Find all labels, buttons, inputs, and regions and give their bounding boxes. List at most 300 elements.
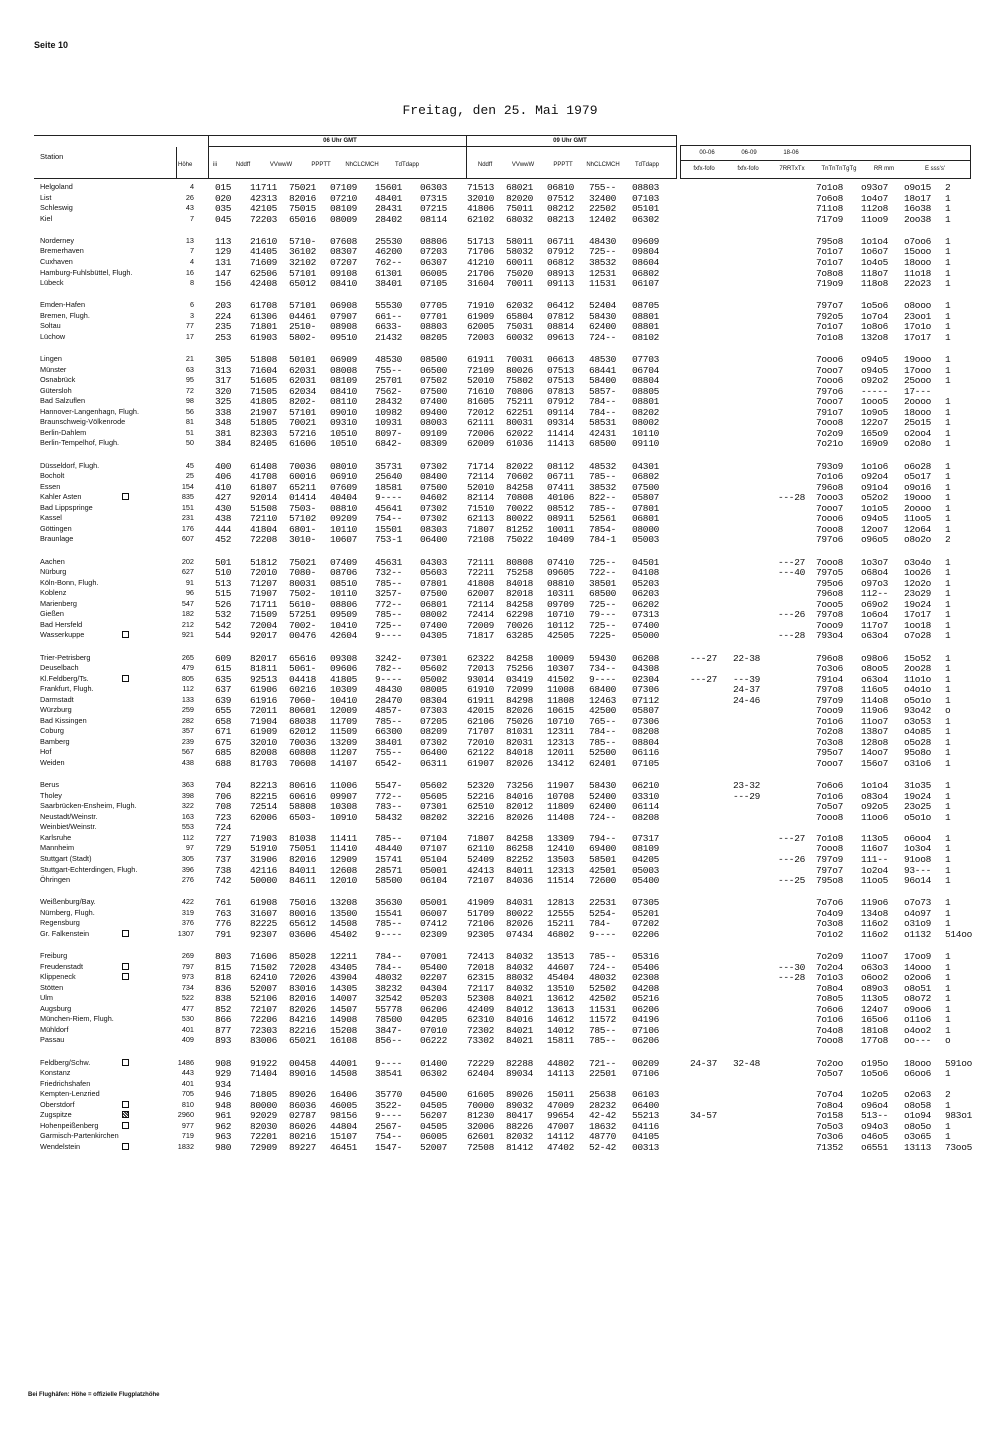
extra-value-h: 797o7: [816, 864, 844, 876]
extra-value-h: 7ooo8: [816, 1035, 844, 1047]
extra-value-k: 1: [945, 790, 951, 802]
extra-value-j: o6oo4: [904, 832, 932, 844]
obs-06-value: 92017: [250, 630, 278, 642]
obs-09-value: 06103: [632, 1089, 660, 1101]
obs-09-value: 84021: [506, 1024, 534, 1036]
extra-value-h: 792o5: [816, 310, 844, 322]
station-height: 3: [189, 310, 194, 320]
obs-09-value: 07703: [632, 354, 660, 365]
extra-value-g: ---27: [778, 556, 806, 568]
obs-09-value: 42502: [589, 993, 617, 1005]
extra-value-k: 1: [945, 598, 951, 610]
obs-09-value: 84036: [506, 875, 534, 887]
obs-09-value: 62601: [467, 1131, 495, 1143]
station-id: 501: [215, 556, 232, 568]
obs-06-value: 48530: [375, 354, 403, 365]
obs-06-value: 06222: [420, 1035, 448, 1047]
extra-value-i: 132o8: [861, 331, 889, 343]
extra-value-h: 7o2oo: [816, 1057, 844, 1069]
obs-06-value: 08908: [330, 321, 358, 333]
obs-09-value: 84021: [506, 1035, 534, 1047]
obs-09-value: 22531: [589, 897, 617, 909]
obs-09-value: 81230: [467, 1110, 495, 1122]
extra-value-i: 11oo6: [861, 811, 889, 823]
obs-06-value: 81703: [250, 758, 278, 769]
station-height: 17: [185, 331, 194, 341]
obs-06-value: 61906: [250, 684, 278, 696]
obs-09-value: 822--: [589, 492, 617, 504]
obs-06-value: 51605: [250, 375, 278, 387]
obs-06-value: 7502-: [289, 588, 317, 600]
obs-09-value: 07105: [632, 758, 660, 769]
obs-09-value: 10710: [547, 715, 575, 727]
obs-06-value: 38232: [375, 982, 403, 994]
station-height: 477: [181, 1003, 194, 1013]
station-name: Freudenstadt: [40, 961, 83, 971]
extra-value-k: 1: [945, 406, 951, 418]
obs-06-value: 9----: [375, 1057, 403, 1069]
station-marker-box: [122, 675, 129, 682]
station-name: Weinbiet/Weinstr.: [40, 822, 97, 832]
extra-value-k: 1: [945, 375, 951, 387]
header-right-sub: 7RRTxTx: [779, 166, 805, 172]
extra-value-h: 7o2o9: [816, 951, 844, 962]
obs-06-value: 07301: [420, 652, 448, 664]
obs-06-value: 50000: [250, 875, 278, 887]
obs-09-value: 06711: [547, 471, 575, 483]
obs-09-value: 06802: [632, 267, 660, 279]
obs-06-value: 35630: [375, 897, 403, 909]
extra-value-k: 1: [945, 203, 951, 215]
obs-09-value: 785--: [589, 1035, 617, 1047]
extra-value-j: 17o17: [904, 331, 932, 343]
extra-value-k: 1: [945, 502, 951, 514]
station-name: Saarbrücken-Ensheim, Flugh.: [40, 801, 137, 811]
obs-09-value: 52409: [467, 854, 495, 865]
obs-06-value: 70021: [289, 417, 317, 429]
obs-09-value: 52216: [467, 790, 495, 802]
extra-value-h: 7ooo7: [816, 502, 844, 514]
extra-value-k: 1: [945, 907, 951, 919]
obs-09-value: 12555: [547, 907, 575, 919]
extra-value-h: 797o9: [816, 694, 844, 706]
obs-09-value: 05807: [632, 705, 660, 717]
extra-value-h: 791o4: [816, 673, 844, 685]
obs-06-value: 9----: [375, 630, 403, 642]
extra-value-k: 1: [945, 758, 951, 769]
station-height: 51: [185, 427, 194, 437]
extra-value-h: 7o8o4: [816, 982, 844, 994]
station-id: 542: [215, 619, 232, 631]
header-right-sub: fxfx-fofo: [693, 166, 715, 172]
extra-value-j: 16o38: [904, 203, 932, 215]
station-name: Zugspitze: [40, 1110, 72, 1120]
obs-09-value: 08705: [632, 300, 660, 312]
obs-09-value: 84258: [506, 652, 534, 664]
station-height: 977: [181, 1120, 194, 1130]
obs-06-value: 3847-: [375, 1024, 403, 1036]
obs-06-value: 28402: [375, 213, 403, 225]
extra-value-k: 1: [945, 726, 951, 738]
obs-06-value: 05001: [420, 864, 448, 876]
obs-09-value: 41502: [547, 673, 575, 685]
obs-06-value: 02309: [420, 928, 448, 940]
obs-06-value: 5710-: [289, 235, 317, 247]
extra-value-h: 795o8: [816, 235, 844, 247]
obs-09-value: 62298: [506, 609, 534, 621]
obs-09-value: 75011: [506, 203, 534, 215]
station-id: 893: [215, 1035, 232, 1047]
obs-06-value: 07203: [420, 246, 448, 258]
obs-09-value: 72010: [467, 736, 495, 748]
obs-06-value: 65612: [289, 918, 317, 930]
footnote: Bei Flughäfen: Höhe = offizielle Flugplatzhöhe: [28, 1392, 160, 1398]
obs-09-value: 22502: [589, 203, 617, 215]
obs-06-value: 06311: [420, 758, 448, 769]
obs-06-value: 09308: [330, 652, 358, 664]
obs-09-value: 58032: [506, 246, 534, 258]
obs-06-value: 02787: [289, 1110, 317, 1122]
obs-09-value: 48532: [589, 460, 617, 472]
extra-value-h: 7o5o7: [816, 1068, 844, 1080]
obs-06-value: 10308: [330, 801, 358, 813]
obs-09-value: 89026: [506, 1089, 534, 1101]
obs-09-value: 13503: [547, 854, 575, 865]
extra-value-j: o5o17: [904, 471, 932, 483]
obs-09-value: 84018: [506, 577, 534, 589]
obs-09-value: 02206: [632, 928, 660, 940]
station-name: Lingen: [40, 354, 62, 363]
extra-value-j: 19o24: [904, 598, 932, 610]
station-height: 16: [185, 267, 194, 277]
obs-09-value: 05400: [632, 875, 660, 887]
obs-09-value: 08512: [547, 502, 575, 514]
extra-value-k: 1: [945, 982, 951, 994]
station-name: Hamburg-Fuhlsbüttel, Flugh.: [40, 267, 133, 277]
obs-09-value: 785--: [589, 1024, 617, 1036]
station-name: Norderney: [40, 235, 75, 245]
station-id: 852: [215, 1003, 232, 1015]
extra-value-i: o8oo5: [861, 663, 889, 674]
obs-09-value: 82288: [506, 1057, 534, 1069]
station-id: 685: [215, 747, 232, 759]
obs-09-value: 08801: [632, 396, 660, 408]
extra-value-h: 7o1o8: [816, 182, 844, 193]
station-height: 43: [185, 203, 194, 213]
obs-06-value: 25701: [375, 375, 403, 387]
obs-09-value: 42413: [467, 864, 495, 876]
obs-06-value: 72909: [250, 1142, 278, 1153]
extra-value-g: ---27: [778, 832, 806, 844]
extra-value-i: 1o2o4: [861, 864, 889, 876]
obs-09-value: 08202: [632, 406, 660, 418]
obs-06-value: 6542-: [375, 758, 403, 769]
obs-09-value: 725--: [589, 556, 617, 568]
station-name: Trier-Petrisberg: [40, 652, 91, 662]
obs-06-value: 00458: [289, 1057, 317, 1069]
obs-06-value: 68038: [289, 715, 317, 727]
extra-value-h: 7o3o8: [816, 736, 844, 748]
extra-value-k: 1: [945, 864, 951, 876]
obs-09-value: 09314: [547, 417, 575, 429]
obs-09-value: 81412: [506, 1142, 534, 1153]
extra-value-i: 114o8: [861, 694, 889, 706]
extra-value-j: o4o1o: [904, 684, 932, 696]
extra-value-j: o4oo2: [904, 1024, 932, 1036]
obs-09-value: 05201: [632, 907, 660, 919]
obs-09-value: 10307: [547, 663, 575, 674]
station-height: 322: [181, 801, 194, 811]
extra-value-h: 7ooo8: [816, 843, 844, 855]
extra-value-k: 1: [945, 267, 951, 279]
extra-value-h: 711o8: [816, 203, 844, 215]
obs-09-value: 11531: [589, 1003, 617, 1015]
extra-value-i: 156o7: [861, 758, 889, 769]
station-name: Frankfurt, Flugh.: [40, 684, 94, 694]
extra-value-k: 1: [945, 460, 951, 472]
extra-value-j: o6o28: [904, 460, 932, 472]
obs-09-value: 72117: [467, 982, 495, 994]
header-group-line: [208, 146, 676, 147]
obs-06-value: 86036: [289, 1099, 317, 1111]
obs-06-value: 785--: [375, 609, 403, 621]
obs-09-value: 52-42: [589, 1142, 617, 1153]
extra-value-j: 2oooo: [904, 502, 932, 514]
obs-06-value: 44804: [330, 1120, 358, 1132]
obs-06-value: 50101: [289, 354, 317, 365]
obs-09-value: 04116: [632, 1120, 660, 1132]
obs-06-value: 07215: [420, 203, 448, 215]
extra-value-i: o92o2: [861, 375, 889, 387]
station-name: Weiden: [40, 758, 65, 767]
obs-06-value: 55778: [375, 1003, 403, 1015]
station-id: 313: [215, 364, 232, 376]
obs-09-value: 755--: [589, 182, 617, 193]
obs-06-value: 62012: [289, 726, 317, 738]
obs-06-value: 82213: [250, 780, 278, 792]
station-name: Helgoland: [40, 182, 73, 191]
obs-09-value: 82022: [506, 460, 534, 472]
obs-09-value: 71817: [467, 630, 495, 642]
extra-value-j: o9oo6: [904, 1003, 932, 1015]
obs-06-value: 61306: [250, 310, 278, 322]
station-name: Gr. Falkenstein: [40, 928, 90, 938]
obs-09-value: 725--: [589, 598, 617, 610]
obs-09-value: 52010: [467, 375, 495, 387]
obs-09-value: 09613: [547, 331, 575, 343]
station-height: 6: [189, 300, 194, 310]
obs-09-value: 72508: [467, 1142, 495, 1153]
extra-value-j: o1o94: [904, 1110, 932, 1122]
extra-value-g: ---25: [778, 875, 806, 887]
obs-09-value: 62007: [467, 588, 495, 600]
obs-06-value: 03606: [289, 928, 317, 940]
obs-06-value: 80616: [289, 780, 317, 792]
obs-06-value: 07801: [420, 577, 448, 589]
extra-value-k: 1: [945, 192, 951, 204]
station-id: 325: [215, 396, 232, 408]
obs-09-value: 04501: [632, 556, 660, 568]
obs-09-value: 84032: [506, 951, 534, 962]
obs-06-value: 82405: [250, 438, 278, 450]
obs-09-value: 07912: [547, 246, 575, 258]
obs-06-value: 41804: [250, 523, 278, 535]
extra-value-h: 793o9: [816, 460, 844, 472]
obs-06-value: 72107: [250, 1003, 278, 1015]
obs-09-value: 06203: [632, 588, 660, 600]
obs-06-value: 57101: [289, 406, 317, 418]
obs-06-value: 7060-: [289, 694, 317, 706]
obs-09-value: 04105: [632, 1131, 660, 1143]
station-id: 015: [215, 182, 232, 193]
obs-09-value: 72106: [467, 918, 495, 930]
station-name: Bad Lippspringe: [40, 502, 93, 512]
station-id: 658: [215, 715, 232, 727]
obs-09-value: 68500: [589, 588, 617, 600]
station-name: Mannheim: [40, 843, 75, 853]
station-id: 113: [215, 235, 232, 247]
obs-06-value: 08005: [420, 684, 448, 696]
header-hoehe: Höhe: [178, 162, 193, 168]
obs-09-value: 21706: [467, 267, 495, 279]
station-height: 95: [185, 375, 194, 385]
extra-value-k: 1: [945, 321, 951, 333]
obs-09-value: 734--: [589, 663, 617, 674]
station-marker-box: [122, 963, 129, 970]
obs-09-value: 06711: [547, 235, 575, 247]
station-name: Kempten-Lenzried: [40, 1089, 100, 1099]
obs-06-value: 785--: [375, 715, 403, 727]
extra-value-k: 1: [945, 673, 951, 685]
extra-value-i: 119o6: [861, 897, 889, 909]
station-marker-box: [122, 631, 129, 638]
obs-09-value: 71510: [467, 502, 495, 514]
station-height: 401: [181, 1024, 194, 1034]
extra-value-j: o31o6: [904, 758, 932, 769]
station-name: Marienberg: [40, 598, 77, 608]
header-col: Nddff: [235, 162, 251, 168]
obs-09-value: 06208: [632, 652, 660, 664]
station-height: 1307: [177, 928, 194, 938]
obs-09-value: 70808: [506, 492, 534, 504]
obs-09-value: 62251: [506, 406, 534, 418]
extra-value-j: o7o28: [904, 630, 932, 642]
obs-09-value: 00209: [632, 1057, 660, 1069]
obs-09-value: 11514: [547, 875, 575, 887]
extra-value-j: 2oo38: [904, 213, 932, 225]
station-id: 430: [215, 502, 232, 514]
extra-value-i: 112--: [861, 588, 889, 600]
station-name: Bad Kissingen: [40, 715, 87, 725]
obs-06-value: 05001: [420, 897, 448, 909]
extra-value-i: 1o8o6: [861, 321, 889, 333]
obs-06-value: 89227: [289, 1142, 317, 1153]
obs-09-value: 51709: [467, 907, 495, 919]
extra-value-k: 2: [945, 534, 951, 546]
extra-value-j: o2o8o: [904, 438, 932, 450]
obs-06-value: 65021: [289, 1035, 317, 1047]
obs-06-value: 06908: [330, 300, 358, 312]
obs-06-value: 3010-: [289, 534, 317, 546]
extra-value-j: 23o29: [904, 588, 932, 600]
obs-09-value: 07410: [547, 556, 575, 568]
obs-06-value: 25530: [375, 235, 403, 247]
obs-06-value: 61908: [250, 897, 278, 909]
station-name: List: [40, 192, 52, 202]
obs-06-value: 72208: [250, 534, 278, 546]
obs-09-value: 84258: [506, 598, 534, 610]
obs-09-value: 72018: [467, 961, 495, 973]
extra-value-k: 1: [945, 438, 951, 450]
obs-06-value: 15107: [330, 1131, 358, 1143]
station-name: Tholey: [40, 790, 62, 800]
obs-06-value: 8202-: [289, 396, 317, 408]
obs-06-value: 856--: [375, 1035, 403, 1047]
obs-09-value: 44607: [547, 961, 575, 973]
obs-09-value: 72114: [467, 598, 495, 610]
obs-06-value: 16108: [330, 1035, 358, 1047]
extra-value-h: 7ooo7: [816, 758, 844, 769]
station-name: Mühldorf: [40, 1024, 69, 1034]
extra-value-i: 11oo7: [861, 715, 889, 727]
obs-09-value: 03310: [632, 790, 660, 802]
station-name: Berus: [40, 780, 60, 790]
obs-09-value: 08803: [632, 182, 660, 193]
obs-09-value: 08911: [547, 513, 575, 525]
obs-06-value: 05603: [420, 567, 448, 579]
obs-06-value: 92513: [250, 673, 278, 685]
extra-value-i: 1o1o4: [861, 235, 889, 247]
station-id: 639: [215, 694, 232, 706]
obs-06-value: 21907: [250, 406, 278, 418]
obs-06-value: 80000: [250, 1099, 278, 1111]
extra-value-k: 1: [945, 556, 951, 568]
obs-06-value: 71711: [250, 598, 278, 610]
station-height: 734: [181, 982, 194, 992]
obs-06-value: 06500: [420, 364, 448, 376]
extra-value-g: ---28: [778, 630, 806, 642]
obs-06-value: 09010: [330, 406, 358, 418]
obs-09-value: 82020: [506, 192, 534, 204]
extra-value-i: 128o8: [861, 736, 889, 748]
extra-value-j: o5o28: [904, 736, 932, 748]
obs-09-value: 09804: [632, 246, 660, 258]
obs-06-value: 7002-: [289, 619, 317, 631]
extra-value-i: 118o7: [861, 267, 889, 279]
extra-value-i: 169o9: [861, 438, 889, 450]
station-height: 396: [181, 864, 194, 874]
extra-value-i: 12oo7: [861, 523, 889, 535]
obs-06-value: 40404: [330, 492, 358, 504]
obs-09-value: 62005: [467, 321, 495, 333]
obs-06-value: 51805: [250, 417, 278, 429]
extra-value-i: o195o: [861, 1057, 889, 1069]
obs-09-value: 72600: [589, 875, 617, 887]
station-id: 708: [215, 801, 232, 813]
obs-09-value: 08801: [632, 310, 660, 322]
station-height: 319: [181, 907, 194, 917]
extra-value-k: 1: [945, 694, 951, 706]
obs-09-value: 32216: [467, 811, 495, 823]
obs-09-value: 62510: [467, 801, 495, 813]
obs-09-value: 75022: [506, 534, 534, 546]
extra-value-i: o46o5: [861, 1131, 889, 1143]
obs-09-value: 70000: [467, 1099, 495, 1111]
extra-value-h: 7o3o6: [816, 663, 844, 674]
obs-06-value: 60808: [289, 747, 317, 759]
station-height: 705: [181, 1089, 194, 1099]
extra-value-k: 73oo5: [945, 1142, 973, 1153]
